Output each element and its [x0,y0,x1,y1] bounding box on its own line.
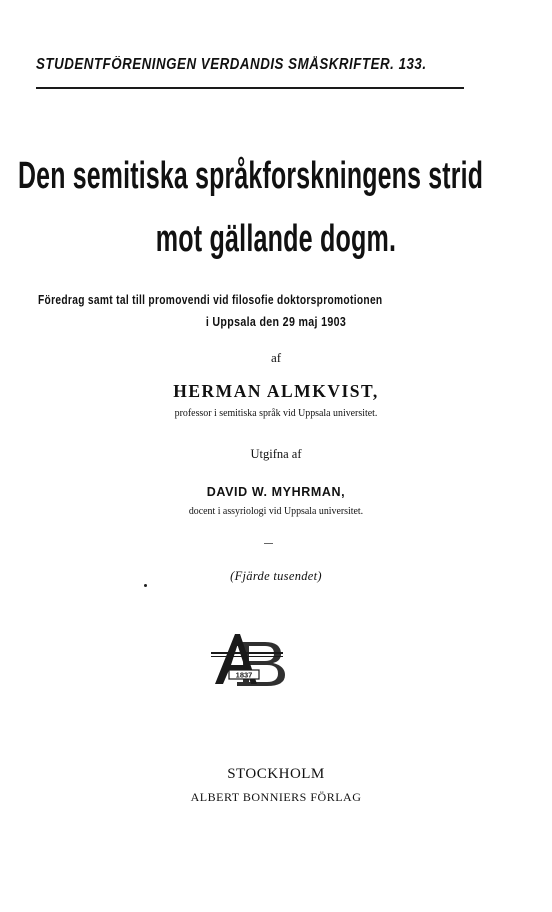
title-line-1: Den semitiska språkforskningens strid [18,155,484,197]
logo-year: 1837 [235,670,253,680]
imprint-city: STOCKHOLM [227,766,325,782]
title-line-2: mot gällande dogm. [155,218,397,260]
editor-name: DAVID W. MYHRMAN, [206,485,346,499]
published-by-label: Utgifna af [250,447,302,461]
ink-speck [144,584,147,587]
author-name: HERMAN ALMKVIST, [173,381,379,401]
author-role: professor i semitiska språk vid Uppsala universitet. [174,407,378,419]
separator-dash [264,543,273,544]
subtitle-line-2: i Uppsala den 29 maj 1903 [205,314,347,329]
editor-role: docent i assyriologi vid Uppsala universitet. [188,505,364,517]
by-label: af [270,350,282,365]
series-divider [36,87,464,89]
imprint-publisher: ALBERT BONNIERS FÖRLAG [190,790,362,804]
edition-note: (Fjärde tusendet) [230,569,322,583]
subtitle-line-1: Föredrag samt tal till promovendi vid filosofie doktorspromotionen [38,292,383,307]
albert-bonnier-monogram-icon [207,628,287,690]
series-heading: STUDENTFÖRENINGEN VERDANDIS SMÅSKRIFTER. 133. [36,56,427,73]
